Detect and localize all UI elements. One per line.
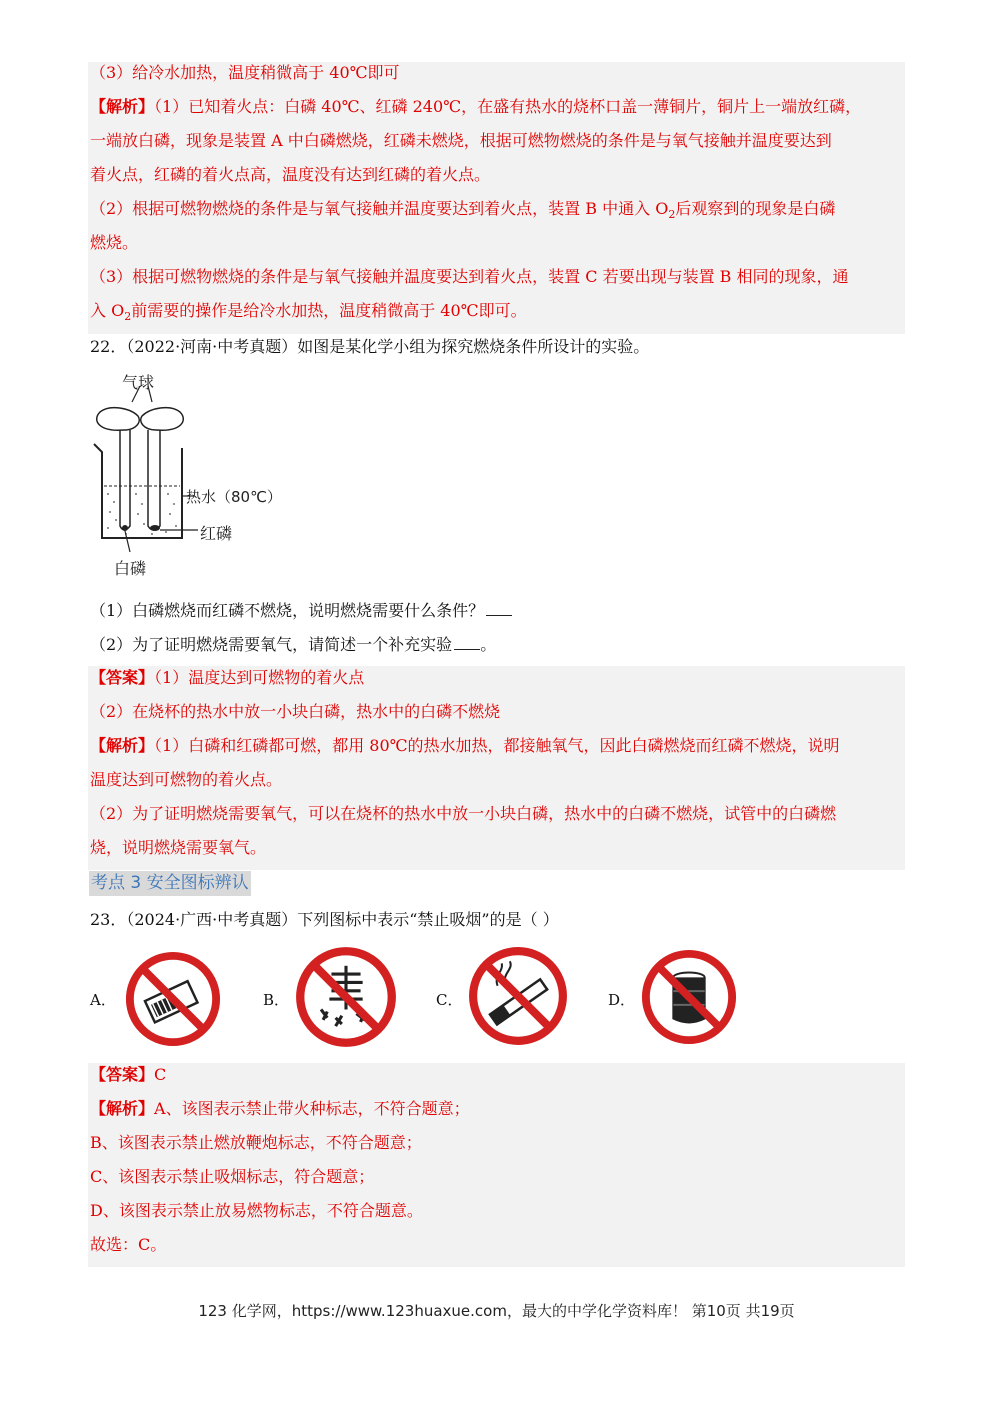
answer-line: 【答案】C — [90, 1065, 167, 1084]
analysis-line: 着火点，红磷的着火点高，温度没有达到红磷的着火点。 — [90, 165, 491, 184]
analysis-line: 烧，说明燃烧需要氧气。 — [90, 838, 267, 857]
answer-line: （2）在烧杯的热水中放一小块白磷，热水中的白磷不燃烧 — [90, 702, 501, 721]
no-fire-source-icon — [124, 950, 222, 1048]
hot-water-label: 热水（80℃） — [186, 488, 282, 506]
page-footer: 123 化学网，https://www.123huaxue.com，最大的中学化学资料库！ 第10页 共19页 — [198, 1302, 795, 1320]
analysis-line: （2）根据可燃物燃烧的条件是与氧气接触并温度要达到着火点，装置 B 中通入 $O_2$后观察到的现象是白磷 — [90, 199, 836, 222]
combustion-experiment-figure — [90, 368, 290, 580]
section-heading: 考点 3 安全图标辨认 — [89, 871, 251, 896]
option-d-label: D． — [608, 991, 636, 1009]
no-smoking-icon — [467, 945, 569, 1047]
answer-block-23 — [88, 1063, 905, 1267]
analysis-line: 【解析】（1）白磷和红磷都可燃，都用 80℃的热水加热，都接触氧气，因此白磷燃烧而红磷不燃烧，说明 — [90, 736, 840, 755]
balloon-label: 气球 — [122, 373, 155, 392]
analysis-line: 一端放白磷，现象是装置 A 中白磷燃烧，红磷未燃烧，根据可燃物燃烧的条件是与氧气接触并温度要达到 — [90, 131, 832, 150]
question-22-title: 22．（2022·河南·中考真题）如图是某化学小组为探究燃烧条件所设计的实验。 — [90, 337, 650, 356]
beaker-diagram — [90, 368, 290, 580]
analysis-line: 温度达到可燃物的着火点。 — [90, 770, 283, 789]
question-23-title: 23．（2024·广西·中考真题）下列图标中表示“禁止吸烟”的是（ ） — [90, 910, 559, 929]
answer-blank — [454, 635, 480, 650]
analysis-line: D、该图表示禁止放易燃物标志，不符合题意。 — [90, 1201, 423, 1220]
analysis-line: C、该图表示禁止吸烟标志，符合题意； — [90, 1167, 375, 1186]
analysis-line: （2）为了证明燃烧需要氧气，可以在烧杯的热水中放一小块白磷，热水中的白磷不燃烧，试管中的白磷燃 — [90, 804, 837, 823]
white-phosphorus-label: 白磷 — [114, 559, 147, 578]
answer-blank — [486, 601, 512, 616]
analysis-line: （3）根据可燃物燃烧的条件是与氧气接触并温度要达到着火点，装置 C 若要出现与装置 B 相同的现象，通 — [90, 267, 849, 286]
red-phosphorus-label: 红磷 — [200, 524, 233, 543]
option-c-label: C． — [436, 991, 463, 1009]
no-fireworks-icon — [294, 945, 398, 1049]
answer-line-3: （3）给冷水加热，温度稍微高于 40℃即可 — [90, 63, 400, 82]
option-b-label: B． — [263, 991, 290, 1009]
analysis-line: 【解析】A、该图表示禁止带火种标志，不符合题意； — [90, 1099, 470, 1118]
analysis-line: 【解析】（1）已知着火点：白磷 40℃、红磷 240℃，在盛有热水的烧杯口盖一薄铜片，铜片上一端放红磷， — [90, 97, 862, 116]
question-22-sub1: （1）白磷燃烧而红磷不燃烧，说明燃烧需要什么条件？ — [90, 601, 512, 621]
question-22-sub2: （2）为了证明燃烧需要氧气，请简述一个补充实验 。 — [90, 635, 497, 654]
analysis-line: 燃烧。 — [90, 233, 139, 252]
analysis-line: 故选：C。 — [90, 1235, 167, 1254]
answer-line: 【答案】（1）温度达到可燃物的着火点 — [90, 668, 365, 687]
analysis-line: B、该图表示禁止燃放鞭炮标志，不符合题意； — [90, 1133, 422, 1152]
analysis-line: 入 $O_2$前需要的操作是给冷水加热，温度稍微高于 40℃即可。 — [90, 301, 527, 324]
option-a-label: A． — [90, 991, 116, 1009]
no-flammable-icon — [640, 948, 738, 1046]
